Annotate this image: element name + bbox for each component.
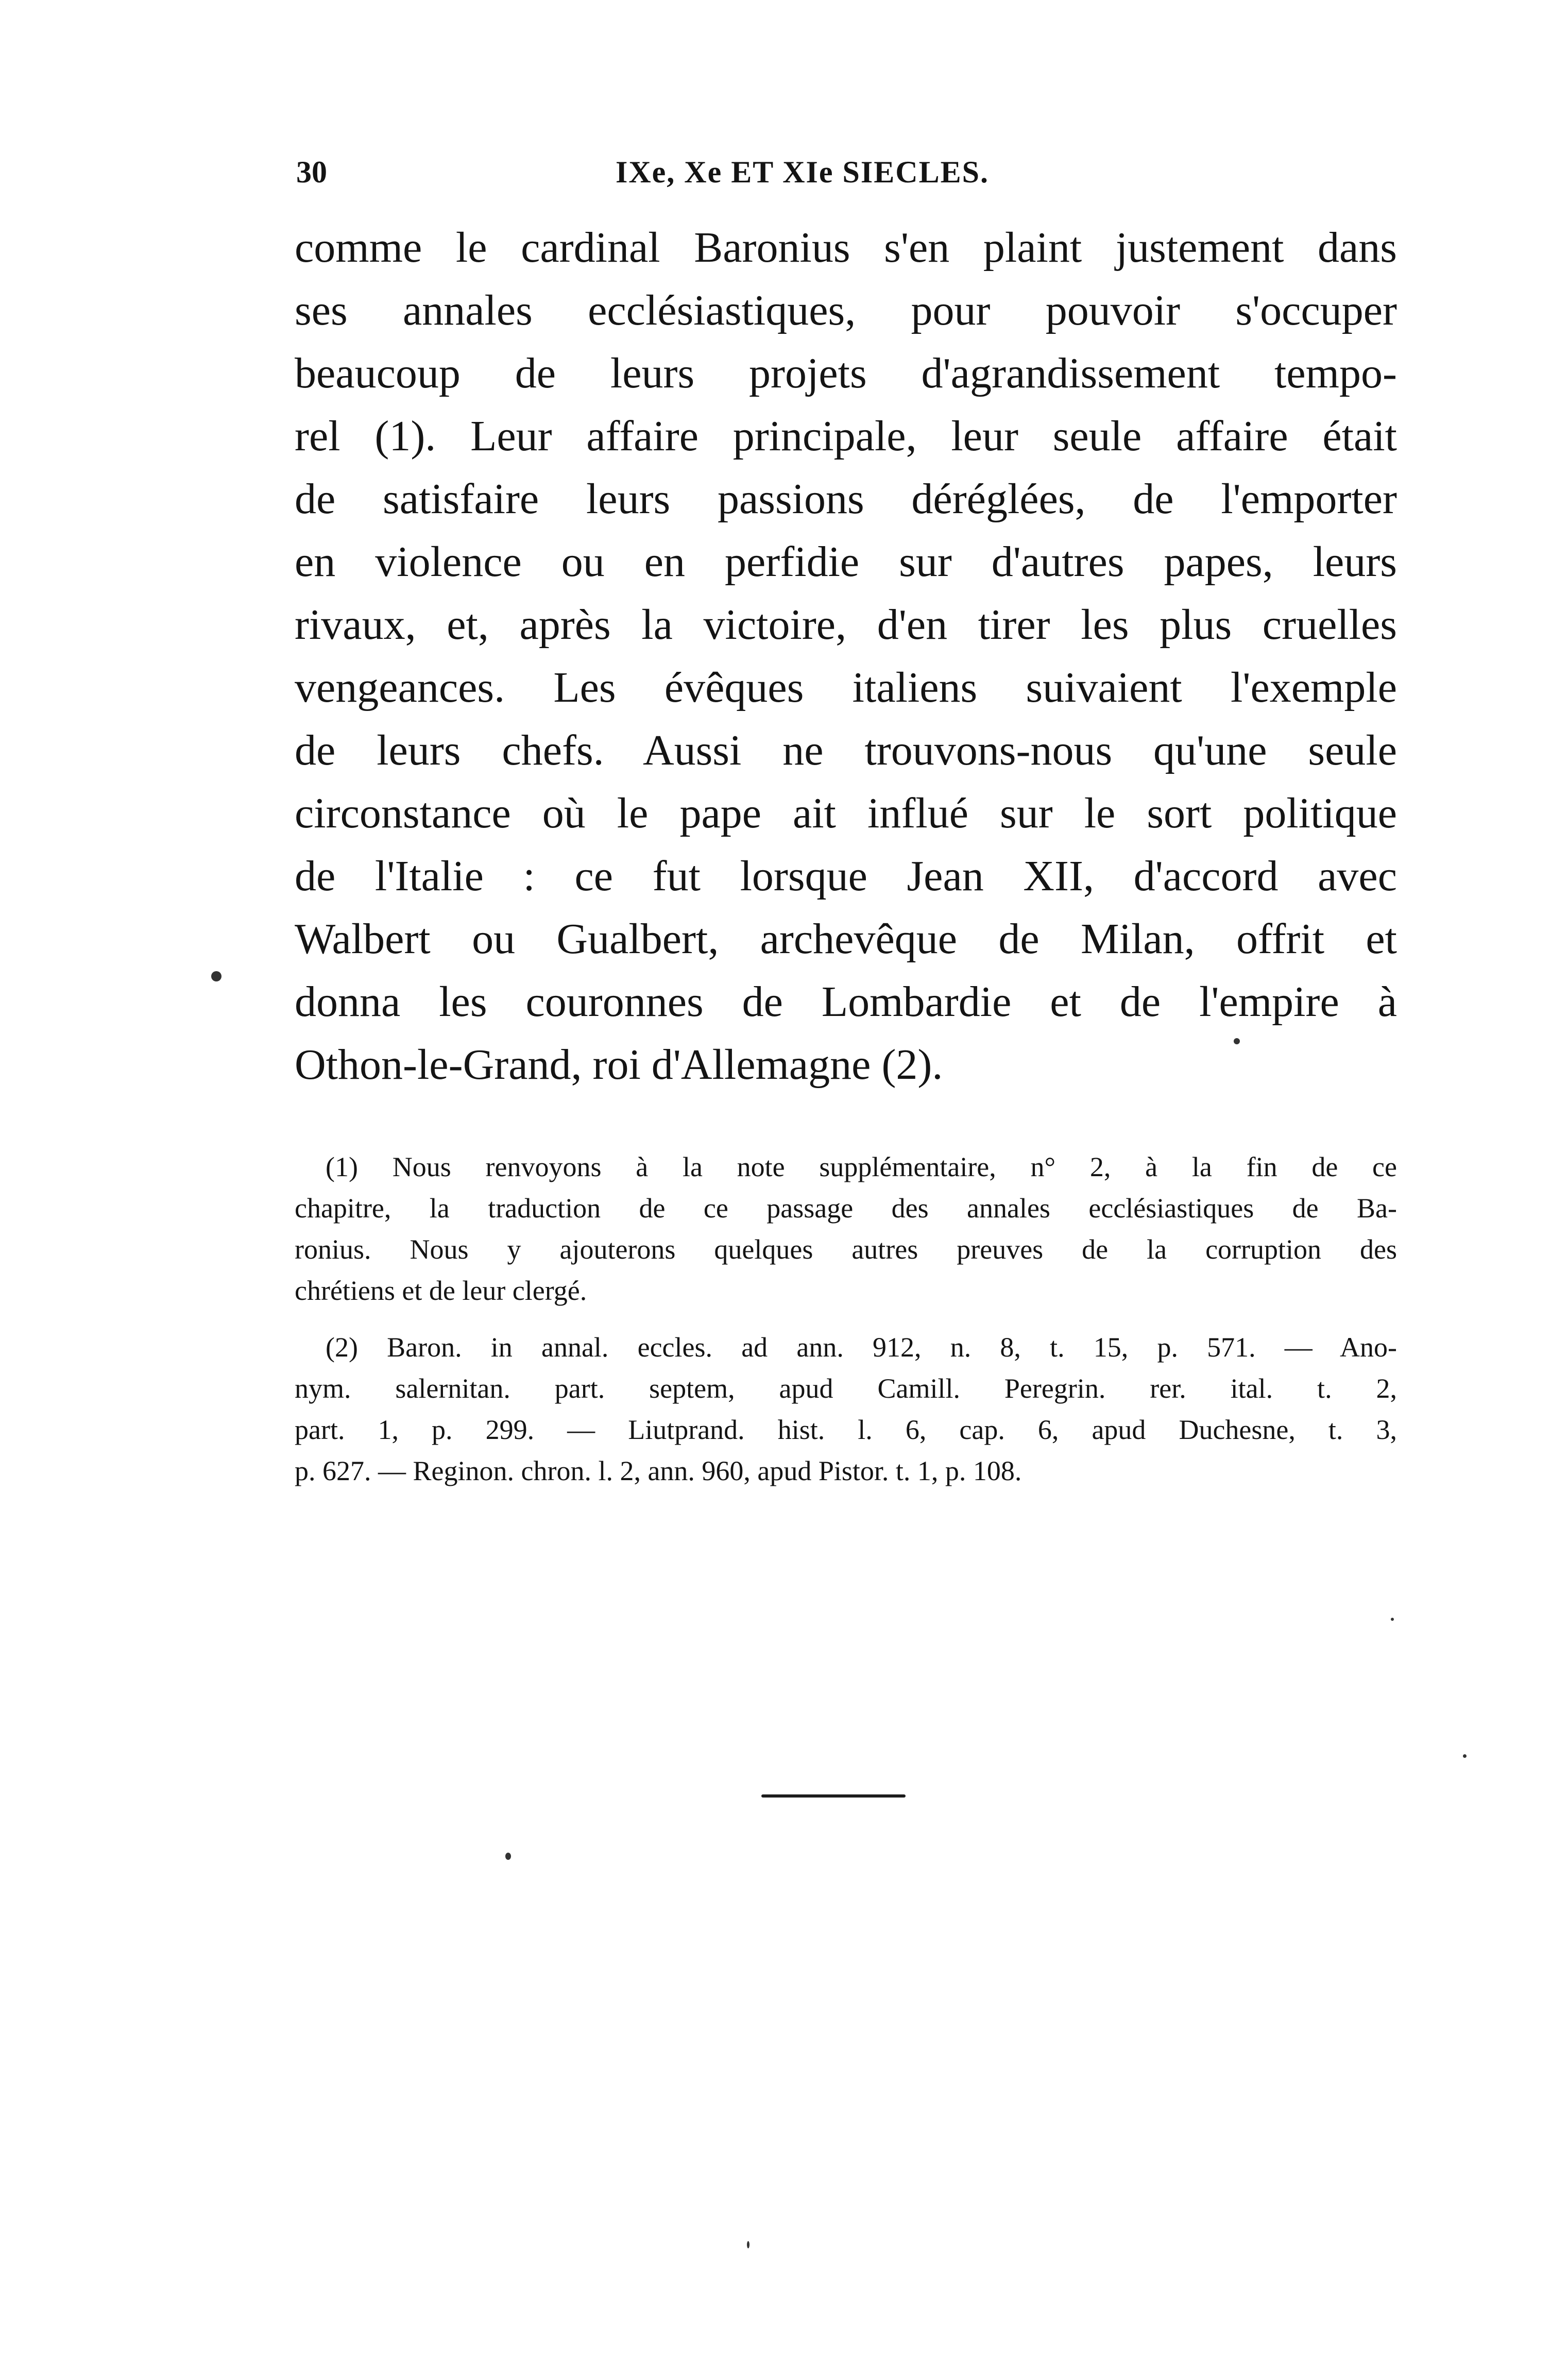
footnote-line: (1) Nous renvoyons à la note supplémentaire, n° 2, à la fin de ce — [326, 1151, 1397, 1182]
text-line: Othon-le-Grand, roi d'Allemagne (2). — [295, 1041, 943, 1089]
text-line: rivaux, et, après la victoire, d'en tirer les plus cruelles — [295, 601, 1397, 649]
scan-speck — [747, 2241, 749, 2248]
text-line: de l'Italie : ce fut lorsque Jean XII, d'accord avec — [295, 852, 1397, 900]
footnote-2 — [295, 1327, 1397, 1491]
text-line: ses annales ecclésiastiques, pour pouvoir s'occuper — [295, 286, 1397, 334]
footnote-line: ronius. Nous y ajouterons quelques autres preuves de la corruption des — [295, 1234, 1397, 1265]
scan-speck — [1463, 1754, 1467, 1758]
text-line: beaucoup de leurs projets d'agrandissement tempo- — [295, 349, 1397, 397]
scan-speck — [1234, 1038, 1240, 1044]
text-line: rel (1). Leur affaire principale, leur seule affaire était — [295, 412, 1397, 460]
footnote-1 — [295, 1146, 1397, 1311]
text-line: de satisfaire leurs passions déréglées, de l'emporter — [295, 475, 1397, 523]
scan-speck — [211, 971, 221, 981]
text-line: en violence ou en perfidie sur d'autres papes, leurs — [295, 538, 1397, 586]
text-line: comme le cardinal Baronius s'en plaint justement dans — [295, 224, 1397, 272]
footnote-line: chrétiens et de leur clergé. — [295, 1275, 587, 1306]
scan-speck — [1391, 1618, 1394, 1621]
section-end-rule — [761, 1794, 906, 1798]
footnote-line: p. 627. — Reginon. chron. l. 2, ann. 960, apud Pistor. t. 1, p. 108. — [295, 1455, 1022, 1486]
footnotes — [295, 1146, 1397, 1507]
footnote-line: nym. salernitan. part. septem, apud Camill. Peregrin. rer. ital. t. 2, — [295, 1373, 1397, 1404]
page-number: 30 — [296, 155, 327, 189]
text-line: circonstance où le pape ait influé sur le sort politique — [295, 789, 1397, 837]
text-line: Walbert ou Gualbert, archevêque de Milan, offrit et — [295, 915, 1397, 963]
footnote-line: chapitre, la traduction de ce passage des annales ecclésiastiques de Ba- — [295, 1193, 1397, 1224]
footnote-line: (2) Baron. in annal. eccles. ad ann. 912, n. 8, t. 15, p. 571. — Ano- — [326, 1332, 1397, 1363]
running-title: IXe, Xe ET XIe SIECLES. — [616, 155, 990, 189]
text-line: de leurs chefs. Aussi ne trouvons-nous qu'une seule — [295, 726, 1397, 774]
main-text-block — [295, 216, 1397, 1096]
text-line: donna les couronnes de Lombardie et de l'empire à — [295, 978, 1397, 1026]
footnote-line: part. 1, p. 299. — Liutprand. hist. l. 6, cap. 6, apud Duchesne, t. 3, — [295, 1414, 1397, 1445]
text-line: vengeances. Les évêques italiens suivaient l'exemple — [295, 664, 1397, 711]
scan-speck — [505, 1853, 511, 1860]
